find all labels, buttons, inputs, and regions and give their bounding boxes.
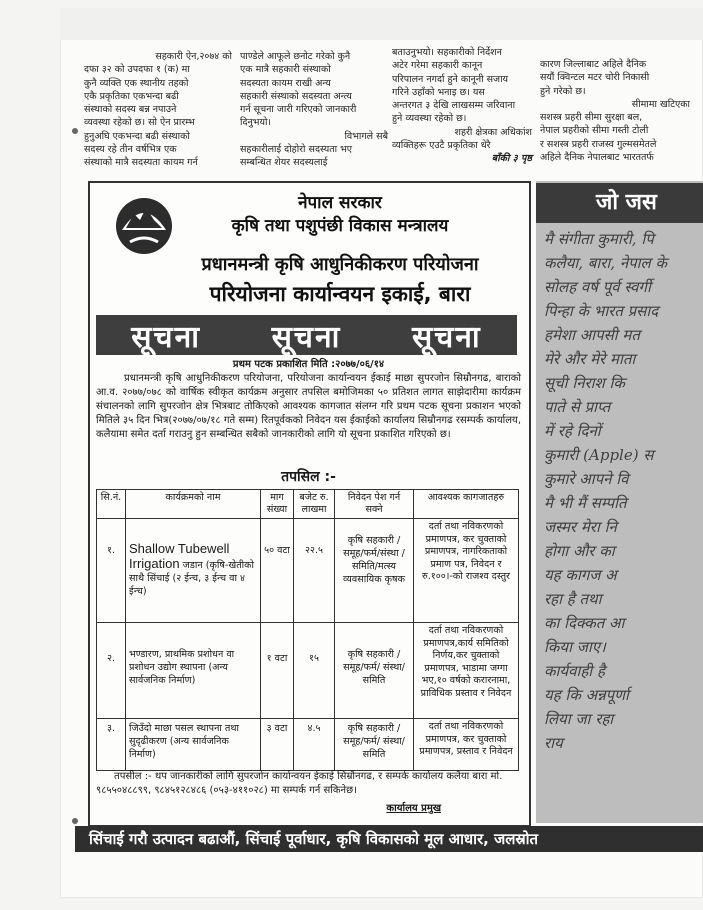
handwritten-line: यह कि अन्नपूर्णा	[544, 686, 629, 704]
text-line: अन्तरगत ३ देखि लाखसम्म जरिवाना	[392, 100, 516, 112]
handwritten-line: कुमारे आपने वि	[544, 470, 629, 488]
text-line: सदस्य रहे तीन वर्षभित्र एक	[84, 144, 177, 156]
text-line: अहिले दैनिक नेपालबाट भारततर्फ	[540, 152, 654, 164]
text-line: सशस्त्र प्रहरी सीमा सुरक्षा बल,	[540, 112, 643, 124]
cell-applicant: कृषि सहकारी /समूह/फर्म/ संस्था/समिति	[335, 719, 414, 771]
cell-qty: १ वटा	[261, 623, 294, 719]
punch-hole-icon	[72, 128, 78, 134]
handwritten-line: राय	[544, 734, 563, 752]
text-line: दफा ३२ को उपदफा १ (क) मा	[84, 64, 190, 76]
cell-sn: ३.	[97, 719, 126, 771]
article-column-2	[240, 50, 388, 170]
handwritten-line: सूची निराश कि	[544, 374, 625, 392]
col-header: बजेट रु. लाखमा	[294, 490, 335, 519]
handwritten-line: मेरे और मेरे माता	[544, 350, 636, 368]
text-line: सीमामा खटिएका	[631, 98, 690, 110]
cell-applicant: कृषि सहकारी /समूह/फर्म/ संस्था/समिति	[335, 623, 414, 719]
banner-word: सूचना	[411, 319, 482, 355]
text-line: संस्थाको सदस्य बन्न नपाउने	[84, 104, 177, 116]
banner-word: सूचना	[131, 319, 202, 355]
signature: कार्यालय प्रमुख	[386, 803, 441, 814]
text-line: सहकारी ऐन,२०७४ को	[155, 51, 232, 62]
text-line: गर्न सूचना जारी गरिएको जानकारी	[240, 104, 357, 116]
text-line: र सशस्त्र प्रहरी राजस्व गुल्मसमेतले	[540, 138, 657, 150]
program-name-en: Shallow Tubewell Irrigation	[129, 541, 230, 571]
col-header: निवेदन पेश गर्न सक्ने	[335, 490, 414, 519]
handwritten-line: कार्यवाही है	[544, 662, 605, 680]
continued-note: बाँकी ३ पृष्ठ	[491, 153, 532, 165]
handwritten-line: पाते से प्राप्त	[544, 398, 611, 416]
text-line: सम्बन्धित शेयर सदस्यलाई	[240, 157, 328, 169]
text-line: व्यवस्था रहेको छ। सो ऐन प्रारम्भ	[84, 117, 195, 129]
text-line: शहरी क्षेत्रका अधिकांश	[454, 126, 532, 138]
gov-title: नेपाल सरकार	[298, 193, 382, 213]
project-title: प्रधानमन्त्री कृषि आधुनिकीकरण परियोजना	[201, 254, 479, 275]
slogan-ribbon: सिंचाई गरौ उत्पादन बढाऔं, सिंचाई पूर्वाधार, कृषि विकासको मूल आधार, जलस्रोत	[75, 826, 703, 852]
handwritten-line: होगा और का	[544, 542, 615, 560]
cell-program: भण्डारण, प्राथमिक प्रशोधन वा प्रशोधन उद्योग स्थापना (अन्य सार्वजनिक निर्माण)	[126, 623, 261, 719]
handwritten-line: कलैया, बारा, नेपाल के	[544, 254, 668, 272]
program-table	[96, 489, 519, 771]
handwritten-ad	[536, 181, 703, 823]
text-line: विभागले सबै	[344, 130, 388, 142]
program-name-np: जडान (कृषि-खेतीको साथै सिंचाई (२ ईन्च, ३ ईन्च वा ४ ईन्च)	[129, 560, 255, 597]
text-line: सहकारीलाई दोहोरो सदस्यता भए	[240, 144, 353, 156]
handwritten-line: सोलह वर्ष पूर्व स्वर्गी	[544, 278, 651, 296]
cell-budget: १५	[294, 623, 335, 719]
text-line: सहकारी संस्थाको सदस्यता अन्त्य	[240, 90, 352, 102]
text-line: एक मात्रै सहकारी संस्थाको	[240, 64, 331, 76]
text-line: हुने गरेको छ।	[540, 85, 586, 97]
handwritten-line: का दिक्कत आ	[544, 614, 625, 632]
ministry-title: कृषि तथा पशुपंछी विकास मन्त्रालय	[231, 216, 449, 236]
cell-budget: २२.५	[294, 519, 335, 623]
text-line: हुनुअघि एकभन्दा बढी संस्थाको	[84, 130, 190, 142]
handwritten-line: में रहे दिनों	[544, 422, 601, 440]
publish-date: प्रथम पटक प्रकाशित मिति :२०७७/०६/१४	[232, 359, 385, 370]
notice-body: प्रधानमन्त्री कृषि आधुनिकीकरण परियोजना, परियोजना कार्यान्वयन ईकाई माछा सुपरजोन सिम्रौनगढ, बाराको आ.व. २०७७/०७८ को वार्षिक स्वीकृत कार्यक्रम अनुसार तपसिल बमोजिमका ५० प्रतिशत लागत साझेदारीमा कार्यक्रम संचालनको लागि सुपरजोन क्षेत्र भित्रबाट तोकिएको आवश्यक कागजात संलग्न गरि प्रथम पटक सूचना प्रकाशन भएको मितिले ३५ दिन भित्र(२०७७/०७/१८ गते सम्म) रितपूर्वकको निवेदन यस ईकाईको कार्यालय सिम्रौनगढ रसम्पर्क कार्यालय, कलैयामा समेत दर्ता गराउनु हुन सम्बन्धित सबैको जानकारीको लागि यो सूचना प्रकाशित गरिएको छ।	[96, 373, 521, 440]
cell-docs: दर्ता तथा नविकरणको प्रमाणपत्र, कर चुक्ताको प्रमाणपत्र, नागरिकताको प्रमाण पत्र, निवेदन र रु.१००।-को राजश्व दस्तुर	[414, 519, 519, 623]
text-line: सयौं क्विन्टल मटर चोरी निकासी	[540, 72, 650, 84]
article-column-3	[392, 46, 532, 166]
handwritten-line: हमेशा आपसी मत	[544, 326, 640, 344]
text-line: कुनै व्यक्ति एक स्थानीय तहको	[84, 77, 189, 89]
handwritten-line: कुमारी (Apple) स	[544, 446, 654, 464]
text-line: एकै प्रकृतिका एकभन्दा बढी	[84, 90, 179, 102]
cell-docs: दर्ता तथा नविकरणको प्रमाणपत्र,कार्य समितिको निर्णय,कर चुक्ताको प्रमाणपत्र, भाडामा जग्गा भए,१० वर्षको करारनामा, प्राविधिक प्रस्ताव र निवेदन	[414, 623, 519, 719]
cell-sn: १.	[97, 519, 126, 623]
contact-note: तपसील :- थप जानकारीको लागि सुपरजोन कार्यान्वयन ईकाई सिम्रौनगढ, र सम्पर्क कार्यालय कलैया बारा मो. ९८५५०४८८९९, ९८४५१२८४८६ (०५३-४११०२८) मा सम्पर्क गर्न सकिनेछ।	[96, 771, 503, 796]
text-line: बताउनुभयो। सहकारीको निर्देशन	[392, 47, 502, 58]
col-header: आवश्यक कागजातहरु	[414, 490, 519, 519]
handwritten-line: लिया जा रहा	[544, 710, 614, 728]
col-header: माग संख्या	[261, 490, 294, 519]
handwritten-line: मै भी मैं सम्पति	[544, 494, 627, 512]
cell-sn: २.	[97, 623, 126, 719]
table-header-row	[97, 490, 519, 519]
punch-hole-icon	[72, 818, 78, 824]
cell-budget: ४.५	[294, 719, 335, 771]
cell-applicant: कृषि सहकारी /समूह/फर्म/संस्था /समिति/मत्स्य व्यवसायिक कृषक	[335, 519, 414, 623]
cell-program	[126, 519, 261, 623]
table-row	[97, 623, 519, 719]
notice-banner	[96, 315, 517, 355]
text-line: दिनुभयो।	[240, 117, 272, 129]
text-line: अटेर गरेमा सहकारी कानून	[392, 60, 483, 72]
article-column-4	[540, 58, 690, 164]
banner-word: सूचना	[271, 319, 342, 355]
cell-program: जिउँदो माछा पसल स्थापना तथा सुदृढीकरण (अन्य सार्वजनिक निर्माण)	[126, 719, 261, 771]
table-row	[97, 719, 519, 771]
handwritten-line: जस्मर मेरा नि	[544, 518, 617, 536]
text-line: कारण जिल्लाबाट अहिले दैनिक	[540, 59, 647, 70]
top-margin	[60, 8, 703, 40]
text-line: परिपालन नगर्दा हुने कानूनी सजाय	[392, 73, 509, 85]
text-line: गरिने उहाँको भनाइ छ। यस	[392, 86, 485, 98]
table-row	[97, 519, 519, 623]
text-line: सदस्यता कायम राखी अन्य	[240, 77, 331, 89]
handwritten-line: मै संगीता कुमारी, पि	[544, 230, 654, 248]
ad-heading: जो जस	[536, 183, 703, 223]
text-line: संस्थाको मात्रै सदस्यता कायम गर्न	[84, 157, 198, 169]
text-line: व्यक्तिहरू एउटै प्रकृतिका धेरै	[392, 140, 491, 152]
cell-qty: ५० वटा	[261, 519, 294, 623]
handwritten-line: यह कागज अ	[544, 566, 617, 584]
col-header: कार्यक्रमको नाम	[126, 490, 261, 519]
text-line: नेपाल प्रहरीको सीमा गस्ती टोली	[540, 125, 649, 137]
text-line: पाण्डेले आफूले छनोट गरेको कुनै	[240, 51, 351, 62]
nepal-emblem-icon	[110, 190, 178, 258]
cell-docs: दर्ता तथा नविकरणको प्रमाणपत्र, कर चुक्ताको प्रमाणपत्र, प्रस्ताव र निवेदन	[414, 719, 519, 771]
article-column-1	[84, 50, 232, 170]
unit-title: परियोजना कार्यान्वयन इकाई, बारा	[209, 282, 471, 306]
text-line: हुने व्यवस्था रहेको छ।	[392, 113, 467, 125]
cell-qty: ३ वटा	[261, 719, 294, 771]
handwritten-line: किया जाए।	[544, 638, 606, 656]
handwritten-line: रहा है तथा	[544, 590, 602, 608]
handwritten-line: पिन्हा के भारत प्रसाद	[544, 302, 659, 320]
schedule-title: तपसिल :-	[281, 469, 336, 485]
col-header: सि.नं.	[97, 490, 126, 519]
